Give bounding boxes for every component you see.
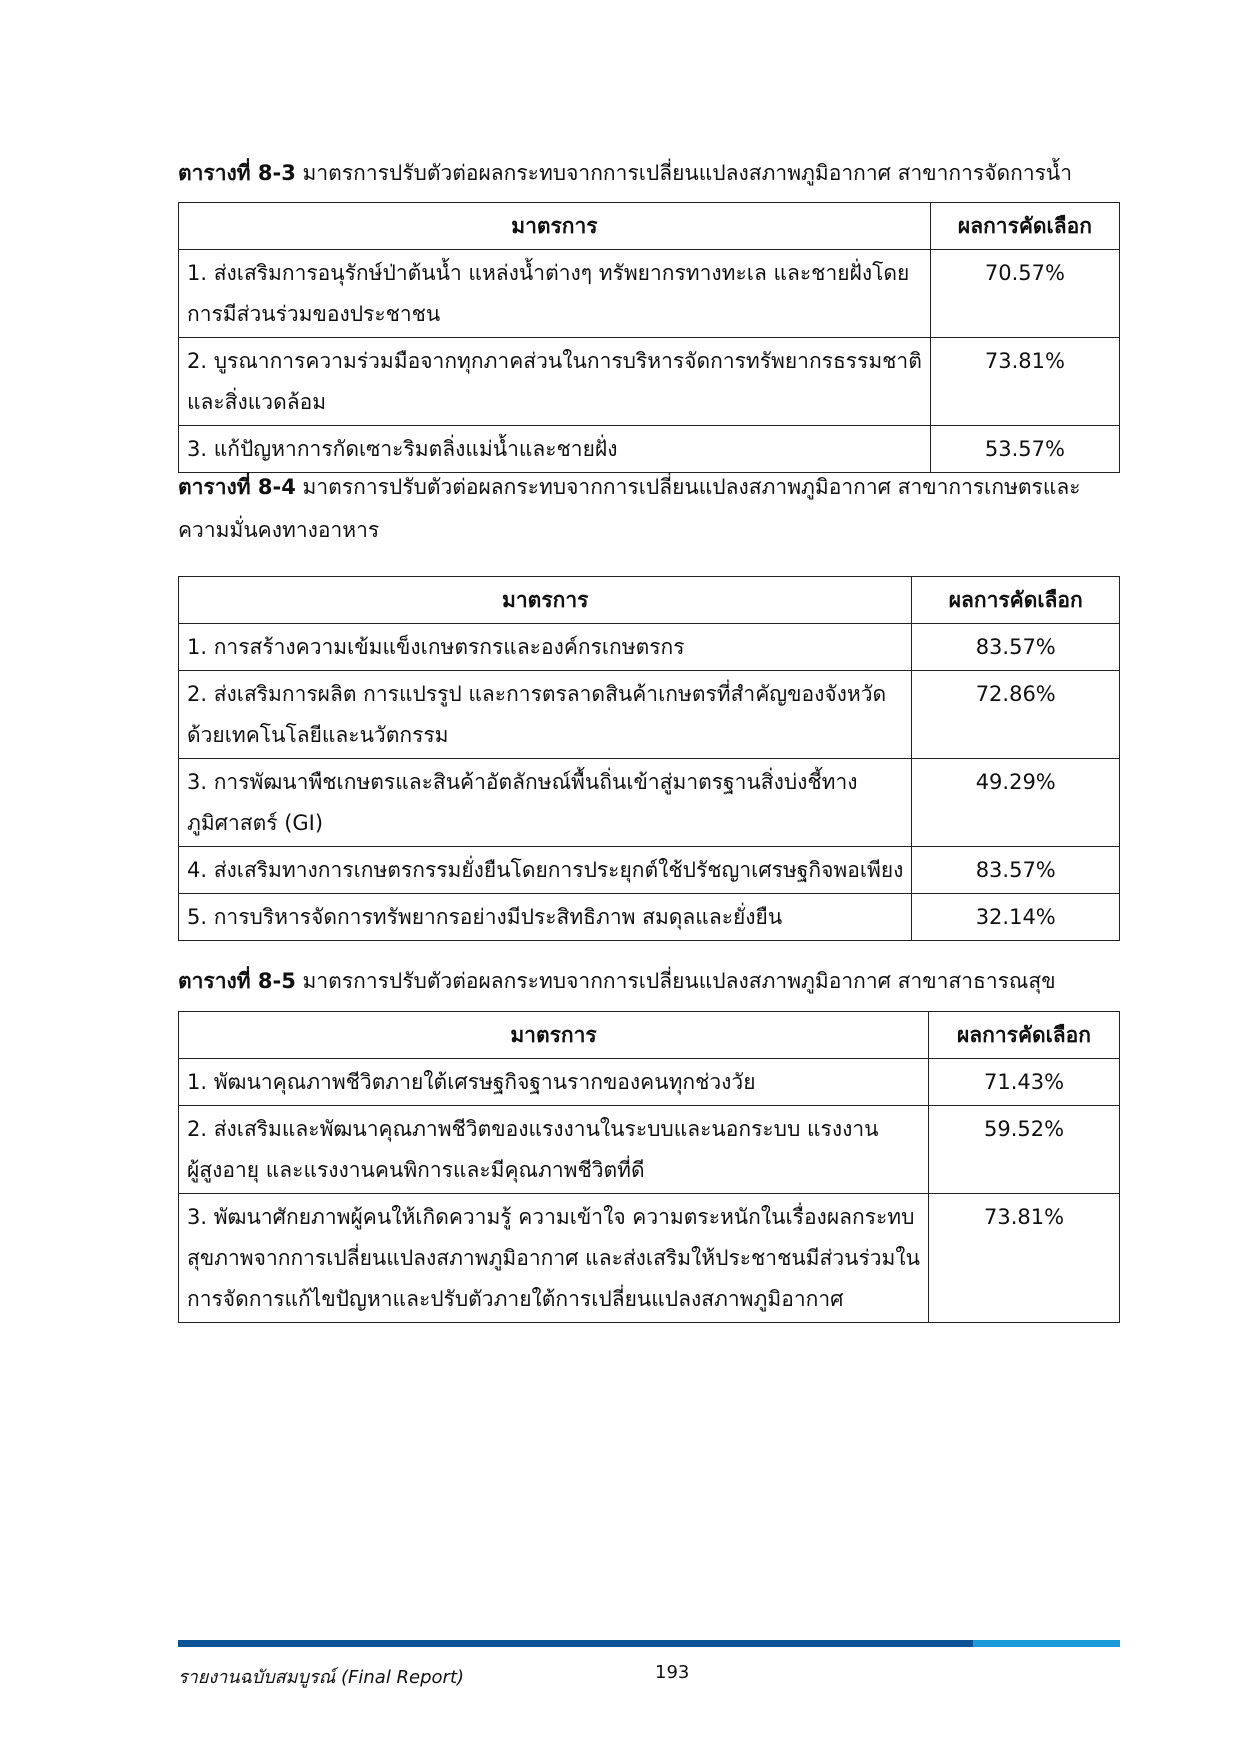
measure-text-line: 1. การสร้างความเข้มแข็งเกษตรกรและองค์กรเกษตรกร bbox=[187, 635, 685, 659]
measure-text-line: การจัดการแก้ไขปัญหาและปรับตัวภายใต้การเปลี่ยนแปลงสภาพภูมิอากาศ bbox=[187, 1287, 844, 1311]
table-8-5-caption bbox=[178, 960, 1123, 1003]
result-value: 73.81% bbox=[930, 338, 1119, 426]
measure-cell bbox=[179, 624, 912, 671]
table-header-row bbox=[179, 577, 1120, 624]
table-row bbox=[179, 1194, 1120, 1323]
footer-bar-light bbox=[973, 1640, 1120, 1647]
measure-text-line: ภูมิศาสตร์ (GI) bbox=[187, 811, 324, 835]
table-row bbox=[179, 250, 1120, 338]
table-row bbox=[179, 1106, 1120, 1194]
measure-text-line: 4. ส่งเสริมทางการเกษตรกรรมยั่งยืนโดยการประยุกต์ใช้ปรัชญาเศรษฐกิจพอเพียง bbox=[187, 858, 904, 882]
header-measure: มาตรการ bbox=[179, 203, 931, 250]
result-value: 32.14% bbox=[912, 894, 1120, 941]
result-value: 59.52% bbox=[929, 1106, 1120, 1194]
measure-cell bbox=[179, 338, 931, 426]
caption-label: ตารางที่ 8-3 bbox=[178, 161, 296, 185]
measure-text-line: และสิ่งแวดล้อม bbox=[187, 390, 327, 414]
result-value: 70.57% bbox=[930, 250, 1119, 338]
measure-cell bbox=[179, 1106, 929, 1194]
result-value: 71.43% bbox=[929, 1059, 1120, 1106]
measure-text-line: 1. พัฒนาคุณภาพชีวิตภายใต้เศรษฐกิจฐานรากของคนทุกช่วงวัย bbox=[187, 1070, 756, 1094]
result-value: 72.86% bbox=[912, 671, 1120, 759]
measure-text-line: ผู้สูงอายุ และแรงงานคนพิการและมีคุณภาพชีวิตที่ดี bbox=[187, 1158, 645, 1182]
table-8-5 bbox=[178, 1011, 1120, 1323]
header-result: ผลการคัดเลือก bbox=[912, 577, 1120, 624]
measure-text-line: 2. ส่งเสริมและพัฒนาคุณภาพชีวิตของแรงงานในระบบและนอกระบบ แรงงาน bbox=[187, 1117, 879, 1141]
caption-label: ตารางที่ 8-5 bbox=[178, 969, 296, 993]
caption-text: มาตรการปรับตัวต่อผลกระทบจากการเปลี่ยนแปลงสภาพภูมิอากาศ สาขาการเกษตรและความมั่นคงทางอาหาร bbox=[178, 475, 1081, 542]
measure-cell bbox=[179, 894, 912, 941]
header-measure: มาตรการ bbox=[179, 577, 912, 624]
table-row bbox=[179, 1059, 1120, 1106]
measure-text-line: 1. ส่งเสริมการอนุรักษ์ป่าต้นน้ำ แหล่งน้ำต่างๆ ทรัพยากรทางทะเล และชายฝั่งโดย bbox=[187, 261, 910, 285]
header-measure: มาตรการ bbox=[179, 1012, 929, 1059]
table-8-3 bbox=[178, 202, 1120, 473]
measure-text-line: สุขภาพจากการเปลี่ยนแปลงสภาพภูมิอากาศ และส่งเสริมให้ประชาชนมีส่วนร่วมใน bbox=[187, 1246, 921, 1270]
table-row bbox=[179, 338, 1120, 426]
caption-label: ตารางที่ 8-4 bbox=[178, 475, 296, 499]
table-row bbox=[179, 671, 1120, 759]
result-value: 83.57% bbox=[912, 847, 1120, 894]
measure-text-line: 3. การพัฒนาพืชเกษตรและสินค้าอัตลักษณ์พื้นถิ่นเข้าสู่มาตรฐานสิ่งบ่งชี้ทาง bbox=[187, 770, 858, 794]
table-8-3-caption bbox=[178, 152, 1123, 195]
measure-cell bbox=[179, 1059, 929, 1106]
measure-cell bbox=[179, 250, 931, 338]
footer-report-title: รายงานฉบับสมบูรณ์ (Final Report) bbox=[178, 1667, 465, 1688]
measure-text-line: ด้วยเทคโนโลยีและนวัตกรรม bbox=[187, 723, 449, 747]
header-result: ผลการคัดเลือก bbox=[929, 1012, 1120, 1059]
measure-cell bbox=[179, 847, 912, 894]
table-row bbox=[179, 759, 1120, 847]
header-result: ผลการคัดเลือก bbox=[930, 203, 1119, 250]
measure-text-line: การมีส่วนร่วมของประชาชน bbox=[187, 302, 441, 326]
result-value: 73.81% bbox=[929, 1194, 1120, 1323]
caption-text: มาตรการปรับตัวต่อผลกระทบจากการเปลี่ยนแปลงสภาพภูมิอากาศ สาขาการจัดการน้ำ bbox=[302, 161, 1073, 185]
table-header-row bbox=[179, 203, 1120, 250]
result-value: 83.57% bbox=[912, 624, 1120, 671]
table-row bbox=[179, 624, 1120, 671]
table-8-4-caption bbox=[178, 466, 1123, 552]
caption-text: มาตรการปรับตัวต่อผลกระทบจากการเปลี่ยนแปลงสภาพภูมิอากาศ สาขาสาธารณสุข bbox=[302, 969, 1056, 993]
measure-cell bbox=[179, 671, 912, 759]
table-row bbox=[179, 894, 1120, 941]
page-number: 193 bbox=[655, 1662, 690, 1683]
table-8-4 bbox=[178, 576, 1120, 941]
result-value: 53.57% bbox=[930, 426, 1119, 473]
measure-text-line: 5. การบริหารจัดการทรัพยากรอย่างมีประสิทธิภาพ สมดุลและยั่งยืน bbox=[187, 905, 783, 929]
footer-bar-dark bbox=[178, 1640, 973, 1647]
measure-text-line: 3. พัฒนาศักยภาพผู้คนให้เกิดความรู้ ความเข้าใจ ความตระหนักในเรื่องผลกระทบ bbox=[187, 1205, 915, 1229]
measure-text-line: 2. ส่งเสริมการผลิต การแปรรูป และการตรลาดสินค้าเกษตรที่สำคัญของจังหวัด bbox=[187, 682, 887, 706]
table-row bbox=[179, 847, 1120, 894]
table-header-row bbox=[179, 1012, 1120, 1059]
measure-text-line: 3. แก้ปัญหาการกัดเซาะริมตลิ่งแม่น้ำและชายฝั่ง bbox=[187, 437, 618, 461]
measure-text-line: 2. บูรณาการความร่วมมือจากทุกภาคส่วนในการบริหารจัดการทรัพยากรธรรมชาติ bbox=[187, 349, 922, 373]
result-value: 49.29% bbox=[912, 759, 1120, 847]
measure-cell bbox=[179, 1194, 929, 1323]
measure-cell bbox=[179, 759, 912, 847]
